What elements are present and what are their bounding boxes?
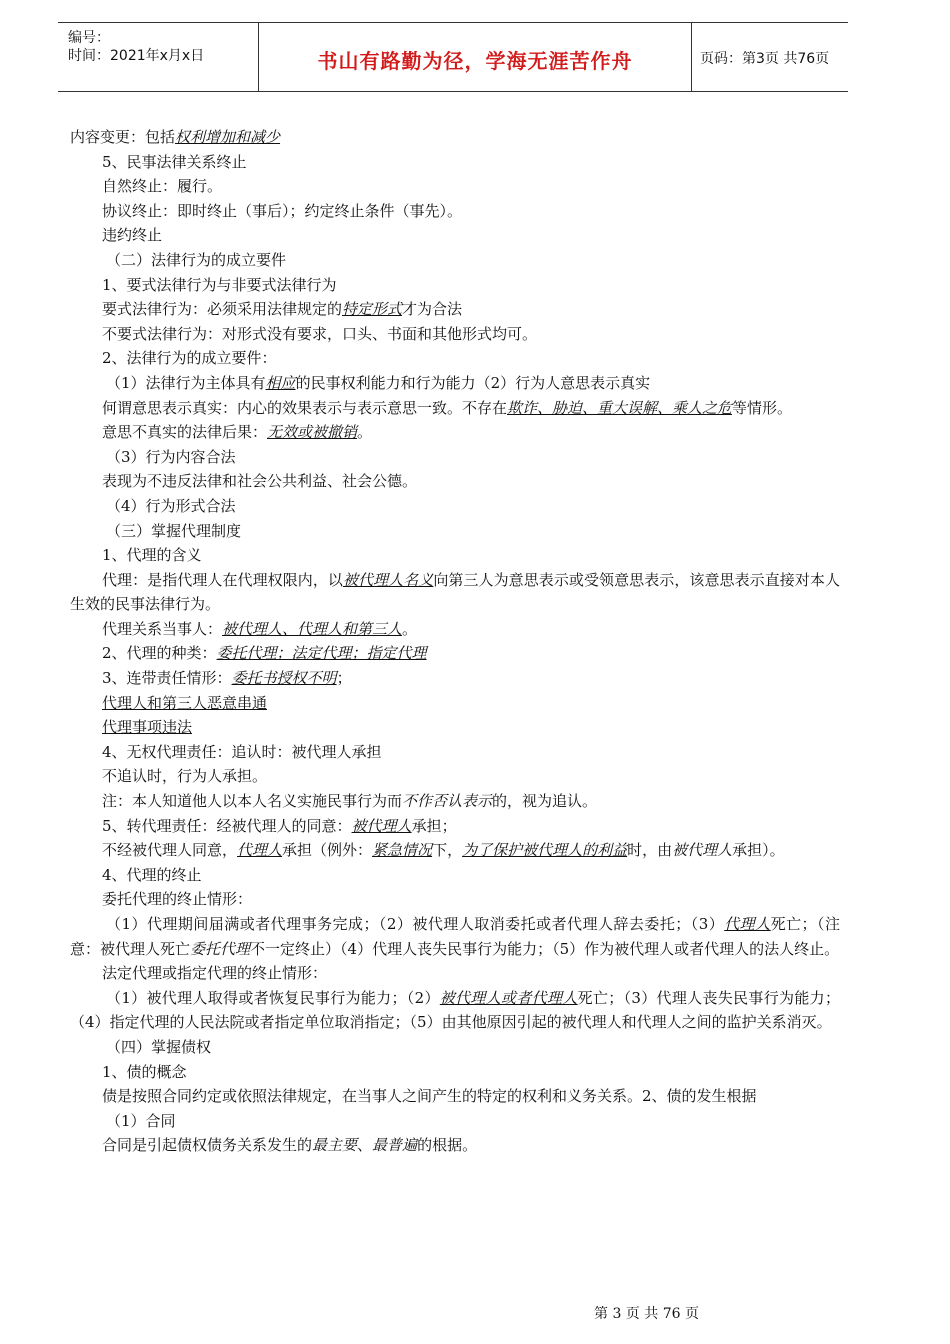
body-line: （3）行为内容合法 (106, 447, 236, 466)
body-line: （4）行为形式合法 (106, 496, 236, 515)
body-line: 1、代理的含义 (102, 546, 202, 565)
body-line: （1）合同 (106, 1111, 176, 1130)
header-info-cell (58, 23, 258, 91)
body-line: 代理关系当事人：被代理人、代理人和第三人。 (102, 619, 418, 638)
body-paragraph: 债是按照合同约定或依照法律规定，在当事人之间产生的特定的权利和义务关系。2、债的发生根据 (102, 1087, 757, 1106)
body-paragraph: 何谓意思表示真实：内心的效果表示与表示意思一致。不存在欺诈、胁迫、重大误解、乘人之危等情形。 (102, 398, 793, 417)
page-header (58, 22, 848, 92)
body-line: 3、连带责任情形：委托书授权不明； (102, 669, 352, 688)
section-heading: （三）掌握代理制度 (106, 521, 242, 540)
body-line: 5、转代理责任：经被代理人的同意：被代理人承担； (102, 816, 457, 835)
body-line: 法定代理或指定代理的终止情形： (102, 964, 328, 983)
body-line: （1）法律行为主体具有相应的民事权利能力和行为能力（2）行为人意思表示真实 (106, 373, 651, 392)
body-line: 注：本人知道他人以本人名义实施民事行为而不作否认表示的，视为追认。 (102, 792, 598, 811)
body-paragraph: （1）代理期间届满或者代理事务完成；（2）被代理人取消委托或者代理人辞去委托；（3）代理人死亡；（注意：被代理人死亡委托代理不一定终止）（4）代理人丧失民事行为能力；（5）作为被代理人或者代理人的法人终止。 (70, 915, 840, 958)
page-footer: 第 3 页 共 76 页 (594, 1306, 699, 1322)
body-line: 内容变更：包括权利增加和减少 (70, 128, 281, 146)
body-line: 委托代理的终止情形： (102, 890, 253, 909)
body-line: 意思不真实的法律后果：无效或被撤销。 (102, 423, 373, 442)
header-page-cell (691, 23, 848, 91)
document-body (70, 125, 840, 1158)
body-line: 4、代理的终止 (102, 865, 202, 884)
body-line: 1、债的概念 (102, 1062, 187, 1081)
body-line: 违约终止 (102, 226, 163, 245)
section-heading: （四）掌握债权 (106, 1037, 212, 1056)
body-line: 2、法律行为的成立要件： (102, 349, 277, 368)
header-motto-cell (258, 23, 692, 91)
document-number-label: 编号： (68, 30, 110, 46)
body-line: 合同是引起债权债务关系发生的最主要、最普遍的根据。 (102, 1136, 478, 1155)
document-time-label: 时间：2021年x月x日 (68, 48, 205, 64)
body-line: 自然终止：履行。 (102, 177, 223, 196)
body-line: 表现为不违反法律和社会公共利益、社会公德。 (102, 472, 418, 491)
section-heading: （二）法律行为的成立要件 (106, 250, 287, 269)
body-line: 代理事项违法 (102, 718, 193, 737)
body-line: 要式法律行为：必须采用法律规定的特定形式才为合法 (102, 300, 463, 319)
body-line: 不要式法律行为：对形式没有要求，口头、书面和其他形式均可。 (102, 324, 538, 343)
body-line: 2、代理的种类：委托代理；法定代理；指定代理 (102, 644, 427, 663)
body-line: 4、无权代理责任：追认时：被代理人承担 (102, 742, 382, 761)
body-line: 代理人和第三人恶意串通 (102, 693, 268, 712)
body-line: 不追认时，行为人承担。 (102, 767, 268, 786)
header-page-info: 页码：第3页 共76页 (700, 51, 830, 67)
body-paragraph: 代理：是指代理人在代理权限内，以被代理人名义向第三人为意思表示或受领意思表示，该意思表示直接对本人生效的民事法律行为。 (70, 570, 840, 614)
body-paragraph: 不经被代理人同意，代理人承担（例外：紧急情况下，为了保护被代理人的利益时，由被代理人承担）。 (102, 841, 785, 860)
body-line: 5、民事法律关系终止 (102, 152, 247, 171)
header-motto: 书山有路勤为径，学海无涯苦作舟 (317, 49, 633, 73)
body-line: 1、要式法律行为与非要式法律行为 (102, 275, 337, 294)
body-line: 协议终止：即时终止（事后）；约定终止条件（事先）。 (102, 201, 463, 220)
body-paragraph: （1）被代理人取得或者恢复民事行为能力；（2）被代理人或者代理人死亡；（3）代理人丧失民事行为能力；（4）指定代理的人民法院或者指定单位取消指定；（5）由其他原因引起的被代理人和代理人之间的监护关系消灭。 (70, 988, 840, 1032)
